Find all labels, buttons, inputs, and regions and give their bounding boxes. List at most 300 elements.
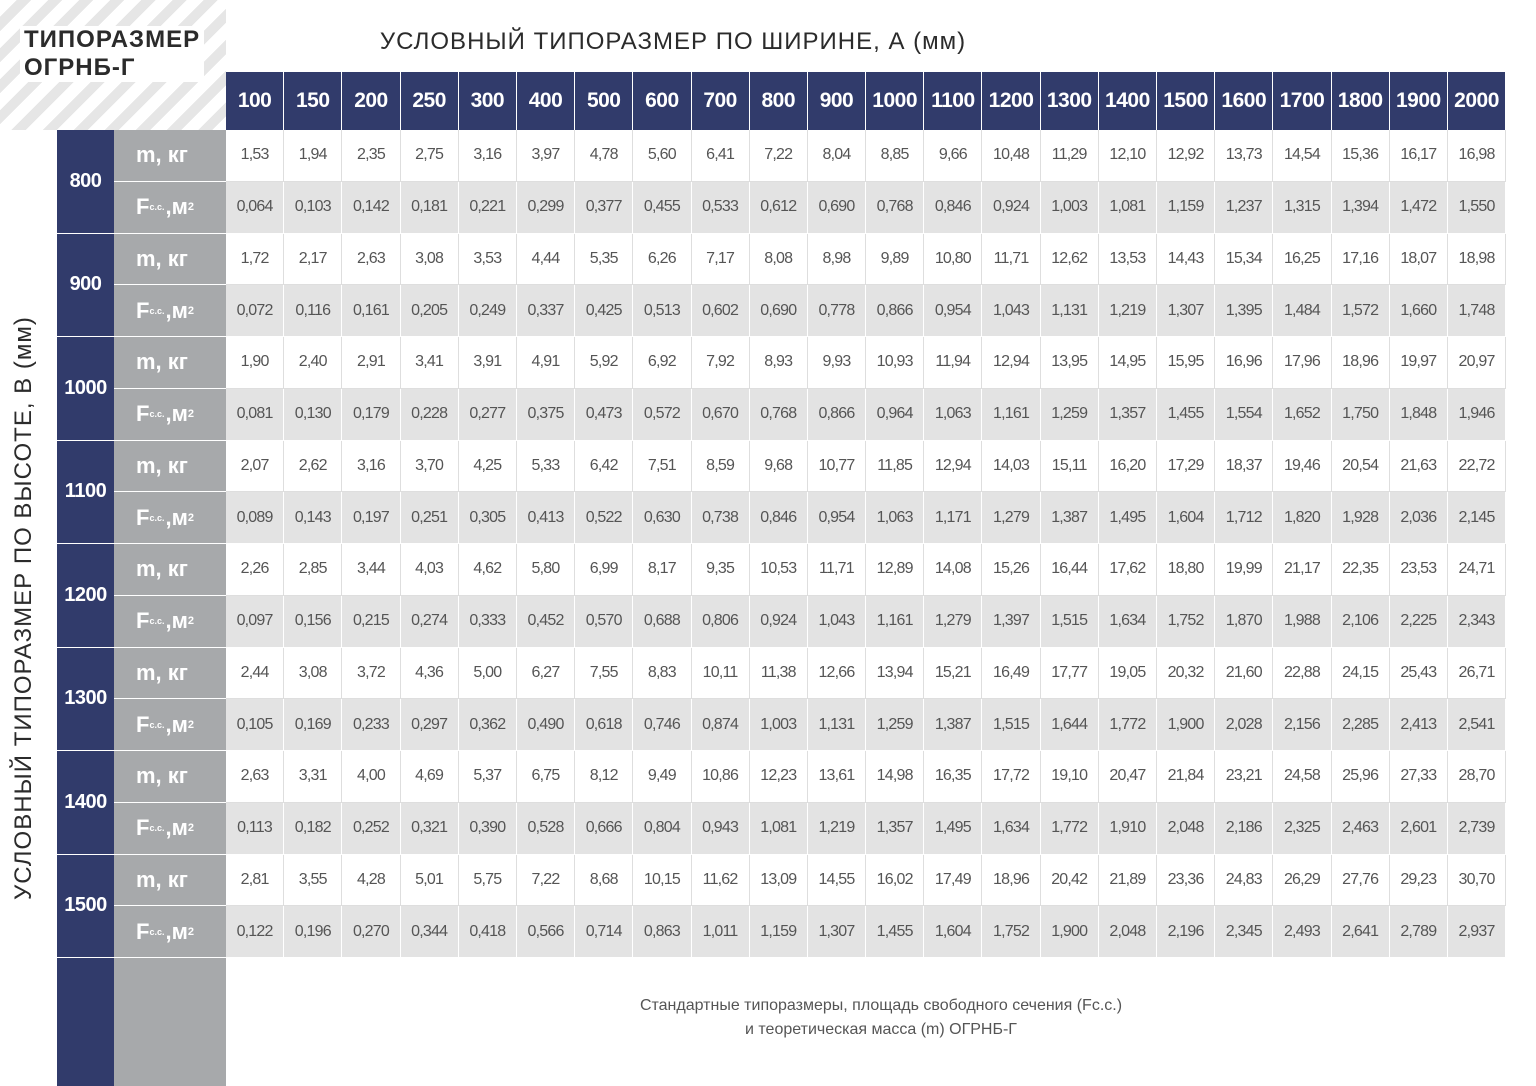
mass-cell: 20,97 <box>1448 337 1506 389</box>
area-cell: 1,572 <box>1332 285 1390 337</box>
area-cell: 1,634 <box>1099 596 1157 648</box>
area-cell: 0,630 <box>633 492 691 544</box>
area-label-unit: ,м <box>165 608 188 634</box>
mass-cell: 17,29 <box>1157 441 1215 493</box>
area-cell: 0,612 <box>750 182 808 234</box>
area-cell: 1,161 <box>866 596 924 648</box>
height-group <box>57 648 1526 752</box>
width-header-cell: 300 <box>459 72 517 130</box>
area-cell: 0,181 <box>401 182 459 234</box>
mass-cell: 4,91 <box>517 337 575 389</box>
area-cell: 1,395 <box>1215 285 1273 337</box>
mass-cell: 26,71 <box>1448 648 1506 700</box>
area-row-label <box>114 182 226 234</box>
mass-cell: 2,63 <box>226 751 284 803</box>
mass-cell: 2,81 <box>226 855 284 907</box>
corner-title-line-2: ОГРНБ-Г <box>24 54 136 81</box>
area-cell: 0,924 <box>982 182 1040 234</box>
area-row <box>114 285 1526 337</box>
width-header-cell: 1000 <box>866 72 924 130</box>
mass-cell: 1,90 <box>226 337 284 389</box>
mass-cell: 9,68 <box>750 441 808 493</box>
width-header-cell: 600 <box>633 72 691 130</box>
area-cell: 0,768 <box>750 389 808 441</box>
mass-cell: 21,63 <box>1390 441 1448 493</box>
mass-cell: 27,33 <box>1390 751 1448 803</box>
area-cell: 1,159 <box>1157 182 1215 234</box>
area-cell: 2,413 <box>1390 699 1448 751</box>
mass-cell: 5,37 <box>459 751 517 803</box>
area-cell: 2,937 <box>1448 906 1506 958</box>
area-label-main: F <box>136 297 150 323</box>
height-value-label: 900 <box>57 234 114 338</box>
area-cell: 0,179 <box>342 389 400 441</box>
area-cell: 0,103 <box>284 182 342 234</box>
area-cell: 0,863 <box>633 906 691 958</box>
area-cell: 0,182 <box>284 803 342 855</box>
area-cell: 2,739 <box>1448 803 1506 855</box>
area-label-sup: 2 <box>187 718 194 731</box>
area-label-unit: ,м <box>165 918 188 944</box>
area-cell: 0,297 <box>401 699 459 751</box>
area-cell: 2,345 <box>1215 906 1273 958</box>
area-cell: 0,130 <box>284 389 342 441</box>
height-value-label: 1100 <box>57 441 114 545</box>
mass-row <box>114 234 1526 286</box>
mass-cell: 14,95 <box>1099 337 1157 389</box>
mass-cell: 18,07 <box>1390 234 1448 286</box>
mass-cell: 25,96 <box>1332 751 1390 803</box>
area-cell: 0,954 <box>808 492 866 544</box>
mass-cell: 6,92 <box>633 337 691 389</box>
area-cell: 2,285 <box>1332 699 1390 751</box>
mass-cell: 21,17 <box>1273 544 1331 596</box>
height-value-label: 1200 <box>57 544 114 648</box>
mass-cell: 7,22 <box>517 855 575 907</box>
mass-cell: 2,91 <box>342 337 400 389</box>
area-label-sup: 2 <box>187 925 194 938</box>
width-header-cell: 1100 <box>924 72 982 130</box>
mass-cell: 23,36 <box>1157 855 1215 907</box>
corner-title <box>20 26 204 82</box>
area-cell: 0,768 <box>866 182 924 234</box>
area-cell: 0,688 <box>633 596 691 648</box>
area-label-sub: с.с. <box>149 926 165 937</box>
mass-cell: 16,02 <box>866 855 924 907</box>
mass-cell: 21,84 <box>1157 751 1215 803</box>
area-label-sup: 2 <box>187 304 194 317</box>
area-row <box>114 182 1526 234</box>
area-cell: 1,495 <box>1099 492 1157 544</box>
mass-cell: 13,95 <box>1041 337 1099 389</box>
area-cell: 1,604 <box>924 906 982 958</box>
area-cell: 1,063 <box>924 389 982 441</box>
height-value-label: 1300 <box>57 648 114 752</box>
mass-cell: 14,98 <box>866 751 924 803</box>
area-cell: 0,251 <box>401 492 459 544</box>
width-header-cell: 1600 <box>1215 72 1273 130</box>
area-cell: 1,712 <box>1215 492 1273 544</box>
area-label-sup: 2 <box>187 822 194 835</box>
area-row-label <box>114 803 226 855</box>
area-cell: 2,196 <box>1157 906 1215 958</box>
mass-cell: 18,96 <box>982 855 1040 907</box>
area-cell: 2,036 <box>1390 492 1448 544</box>
area-row <box>114 699 1526 751</box>
area-cell: 1,307 <box>808 906 866 958</box>
caption-line-2: и теоретическая масса (m) ОГРНБ-Г <box>745 1021 1017 1038</box>
mass-cell: 4,62 <box>459 544 517 596</box>
mass-cell: 18,80 <box>1157 544 1215 596</box>
mass-row-label: m, кг <box>114 441 226 493</box>
area-cell: 1,484 <box>1273 285 1331 337</box>
mass-cell: 16,98 <box>1448 130 1506 182</box>
mass-cell: 5,33 <box>517 441 575 493</box>
mass-row <box>114 130 1526 182</box>
area-cell: 1,644 <box>1041 699 1099 751</box>
area-cell: 0,738 <box>692 492 750 544</box>
mass-cell: 3,97 <box>517 130 575 182</box>
mass-cell: 16,49 <box>982 648 1040 700</box>
area-cell: 0,270 <box>342 906 400 958</box>
mass-cell: 11,62 <box>692 855 750 907</box>
area-cell: 2,048 <box>1157 803 1215 855</box>
mass-cell: 23,21 <box>1215 751 1273 803</box>
mass-cell: 3,08 <box>284 648 342 700</box>
area-cell: 0,846 <box>924 182 982 234</box>
area-cell: 0,806 <box>692 596 750 648</box>
area-label-sub: с.с. <box>149 202 165 213</box>
width-header-cell: 150 <box>284 72 342 130</box>
area-cell: 0,452 <box>517 596 575 648</box>
area-cell: 0,375 <box>517 389 575 441</box>
area-cell: 1,515 <box>1041 596 1099 648</box>
mass-cell: 16,25 <box>1273 234 1331 286</box>
mass-cell: 4,00 <box>342 751 400 803</box>
mass-cell: 3,55 <box>284 855 342 907</box>
area-cell: 0,233 <box>342 699 400 751</box>
area-row-label <box>114 492 226 544</box>
mass-cell: 8,08 <box>750 234 808 286</box>
mass-cell: 2,85 <box>284 544 342 596</box>
mass-cell: 16,96 <box>1215 337 1273 389</box>
width-header-cell: 500 <box>575 72 633 130</box>
area-cell: 2,106 <box>1332 596 1390 648</box>
area-cell: 1,900 <box>1157 699 1215 751</box>
area-cell: 0,570 <box>575 596 633 648</box>
mass-cell: 13,53 <box>1099 234 1157 286</box>
mass-cell: 22,88 <box>1273 648 1331 700</box>
area-row <box>114 389 1526 441</box>
mass-cell: 25,43 <box>1390 648 1448 700</box>
area-cell: 1,772 <box>1099 699 1157 751</box>
mass-cell: 4,03 <box>401 544 459 596</box>
mass-cell: 8,04 <box>808 130 866 182</box>
area-cell: 1,171 <box>924 492 982 544</box>
area-cell: 1,634 <box>982 803 1040 855</box>
mass-cell: 6,42 <box>575 441 633 493</box>
width-header-cell: 250 <box>401 72 459 130</box>
mass-row <box>114 441 1526 493</box>
width-header-cell: 800 <box>750 72 808 130</box>
height-group <box>57 130 1526 234</box>
area-cell: 0,113 <box>226 803 284 855</box>
area-cell: 0,072 <box>226 285 284 337</box>
mass-cell: 10,93 <box>866 337 924 389</box>
area-label-sub: с.с. <box>149 512 165 523</box>
area-cell: 0,197 <box>342 492 400 544</box>
mass-cell: 8,83 <box>633 648 691 700</box>
area-cell: 1,043 <box>982 285 1040 337</box>
mass-cell: 19,97 <box>1390 337 1448 389</box>
area-cell: 0,161 <box>342 285 400 337</box>
mass-cell: 19,10 <box>1041 751 1099 803</box>
mass-cell: 20,42 <box>1041 855 1099 907</box>
mass-cell: 19,05 <box>1099 648 1157 700</box>
mass-row <box>114 751 1526 803</box>
area-cell: 0,097 <box>226 596 284 648</box>
area-cell: 1,279 <box>982 492 1040 544</box>
area-cell: 1,003 <box>750 699 808 751</box>
area-cell: 1,870 <box>1215 596 1273 648</box>
mass-cell: 14,54 <box>1273 130 1331 182</box>
area-cell: 0,337 <box>517 285 575 337</box>
mass-row <box>114 648 1526 700</box>
mass-cell: 11,71 <box>808 544 866 596</box>
area-cell: 2,463 <box>1332 803 1390 855</box>
area-label-unit: ,м <box>165 711 188 737</box>
area-cell: 1,387 <box>1041 492 1099 544</box>
mass-cell: 3,91 <box>459 337 517 389</box>
area-row <box>114 803 1526 855</box>
area-cell: 1,455 <box>1157 389 1215 441</box>
area-label-main: F <box>136 401 150 427</box>
mass-cell: 18,37 <box>1215 441 1273 493</box>
area-cell: 0,169 <box>284 699 342 751</box>
area-cell: 1,752 <box>982 906 1040 958</box>
area-row-label <box>114 285 226 337</box>
area-cell: 0,572 <box>633 389 691 441</box>
mass-cell: 6,99 <box>575 544 633 596</box>
mass-cell: 9,66 <box>924 130 982 182</box>
mass-cell: 17,77 <box>1041 648 1099 700</box>
area-cell: 0,116 <box>284 285 342 337</box>
mass-cell: 8,12 <box>575 751 633 803</box>
area-label-main: F <box>136 608 150 634</box>
area-label-unit: ,м <box>165 297 188 323</box>
mass-cell: 3,72 <box>342 648 400 700</box>
area-cell: 1,357 <box>866 803 924 855</box>
width-header-cell: 900 <box>808 72 866 130</box>
mass-cell: 12,94 <box>982 337 1040 389</box>
mass-cell: 2,17 <box>284 234 342 286</box>
mass-cell: 15,95 <box>1157 337 1215 389</box>
height-group <box>57 337 1526 441</box>
area-cell: 1,279 <box>924 596 982 648</box>
area-label-main: F <box>136 815 150 841</box>
mass-cell: 5,00 <box>459 648 517 700</box>
area-cell: 2,343 <box>1448 596 1506 648</box>
area-cell: 0,064 <box>226 182 284 234</box>
area-label-main: F <box>136 918 150 944</box>
mass-row-label: m, кг <box>114 130 226 182</box>
mass-row-label: m, кг <box>114 648 226 700</box>
area-cell: 1,219 <box>1099 285 1157 337</box>
area-label-unit: ,м <box>165 815 188 841</box>
mass-cell: 24,71 <box>1448 544 1506 596</box>
area-cell: 1,131 <box>1041 285 1099 337</box>
mass-row-label: m, кг <box>114 544 226 596</box>
area-cell: 0,362 <box>459 699 517 751</box>
area-cell: 0,714 <box>575 906 633 958</box>
area-cell: 0,866 <box>808 389 866 441</box>
mass-cell: 4,28 <box>342 855 400 907</box>
mass-cell: 1,72 <box>226 234 284 286</box>
area-cell: 1,550 <box>1448 182 1506 234</box>
width-header-cell: 1700 <box>1273 72 1331 130</box>
mass-cell: 2,26 <box>226 544 284 596</box>
mass-cell: 8,93 <box>750 337 808 389</box>
mass-row <box>114 544 1526 596</box>
area-cell: 0,602 <box>692 285 750 337</box>
mass-cell: 15,36 <box>1332 130 1390 182</box>
mass-cell: 3,53 <box>459 234 517 286</box>
mass-cell: 1,94 <box>284 130 342 182</box>
area-cell: 1,820 <box>1273 492 1331 544</box>
area-cell: 1,159 <box>750 906 808 958</box>
height-value-label: 1400 <box>57 751 114 855</box>
area-cell: 1,472 <box>1390 182 1448 234</box>
mass-cell: 10,15 <box>633 855 691 907</box>
area-cell: 0,156 <box>284 596 342 648</box>
mass-cell: 24,83 <box>1215 855 1273 907</box>
width-header-cell: 1400 <box>1099 72 1157 130</box>
area-cell: 0,943 <box>692 803 750 855</box>
mass-cell: 6,41 <box>692 130 750 182</box>
mass-cell: 5,92 <box>575 337 633 389</box>
mass-cell: 3,16 <box>459 130 517 182</box>
area-cell: 1,259 <box>866 699 924 751</box>
mass-cell: 3,70 <box>401 441 459 493</box>
mass-cell: 7,22 <box>750 130 808 182</box>
area-cell: 1,397 <box>982 596 1040 648</box>
area-label-sup: 2 <box>187 408 194 421</box>
area-label-sup: 2 <box>187 201 194 214</box>
area-cell: 0,196 <box>284 906 342 958</box>
area-cell: 1,900 <box>1041 906 1099 958</box>
area-cell: 2,541 <box>1448 699 1506 751</box>
area-label-main: F <box>136 194 150 220</box>
width-header-cell: 1900 <box>1390 72 1448 130</box>
mass-cell: 13,09 <box>750 855 808 907</box>
area-cell: 2,048 <box>1099 906 1157 958</box>
mass-cell: 20,47 <box>1099 751 1157 803</box>
mass-cell: 3,16 <box>342 441 400 493</box>
area-cell: 0,122 <box>226 906 284 958</box>
height-axis-title: УСЛОВНЫЙ ТИПОРАЗМЕР ПО ВЫСОТЕ, В (мм) <box>10 316 37 900</box>
mass-cell: 8,98 <box>808 234 866 286</box>
area-cell: 2,028 <box>1215 699 1273 751</box>
area-cell: 0,418 <box>459 906 517 958</box>
area-cell: 1,011 <box>692 906 750 958</box>
area-cell: 1,515 <box>982 699 1040 751</box>
mass-cell: 29,23 <box>1390 855 1448 907</box>
area-cell: 2,601 <box>1390 803 1448 855</box>
area-cell: 1,259 <box>1041 389 1099 441</box>
area-label-sub: с.с. <box>149 823 165 834</box>
area-cell: 0,473 <box>575 389 633 441</box>
area-cell: 0,277 <box>459 389 517 441</box>
mass-cell: 14,03 <box>982 441 1040 493</box>
width-header-cell: 2000 <box>1448 72 1506 130</box>
mass-cell: 10,11 <box>692 648 750 700</box>
mass-cell: 8,59 <box>692 441 750 493</box>
area-label-unit: ,м <box>165 504 188 530</box>
area-label-sup: 2 <box>187 615 194 628</box>
mass-cell: 7,51 <box>633 441 691 493</box>
area-cell: 0,221 <box>459 182 517 234</box>
mass-cell: 12,94 <box>924 441 982 493</box>
area-cell: 0,846 <box>750 492 808 544</box>
width-header-cell: 1200 <box>982 72 1040 130</box>
area-label-unit: ,м <box>165 401 188 427</box>
mass-cell: 2,40 <box>284 337 342 389</box>
mass-cell: 8,17 <box>633 544 691 596</box>
mass-row <box>114 855 1526 907</box>
width-header-row <box>226 72 1506 130</box>
area-cell: 2,493 <box>1273 906 1331 958</box>
area-cell: 1,387 <box>924 699 982 751</box>
mass-cell: 2,35 <box>342 130 400 182</box>
mass-cell: 9,35 <box>692 544 750 596</box>
mass-cell: 3,44 <box>342 544 400 596</box>
area-cell: 1,081 <box>750 803 808 855</box>
height-group <box>57 751 1526 855</box>
area-cell: 0,390 <box>459 803 517 855</box>
area-cell: 0,321 <box>401 803 459 855</box>
height-group <box>57 544 1526 648</box>
mass-cell: 6,75 <box>517 751 575 803</box>
area-cell: 0,344 <box>401 906 459 958</box>
mass-cell: 15,11 <box>1041 441 1099 493</box>
mass-cell: 12,89 <box>866 544 924 596</box>
mass-cell: 22,35 <box>1332 544 1390 596</box>
area-cell: 1,237 <box>1215 182 1273 234</box>
mass-cell: 21,89 <box>1099 855 1157 907</box>
mass-row-label: m, кг <box>114 855 226 907</box>
corner-logo-box <box>0 0 226 130</box>
area-cell: 1,910 <box>1099 803 1157 855</box>
area-cell: 0,866 <box>866 285 924 337</box>
mass-cell: 20,54 <box>1332 441 1390 493</box>
mass-cell: 11,85 <box>866 441 924 493</box>
mass-row-label: m, кг <box>114 234 226 286</box>
mass-cell: 24,58 <box>1273 751 1331 803</box>
mass-cell: 15,26 <box>982 544 1040 596</box>
mass-cell: 1,53 <box>226 130 284 182</box>
width-header-cell: 1800 <box>1332 72 1390 130</box>
mass-cell: 11,38 <box>750 648 808 700</box>
mass-cell: 6,27 <box>517 648 575 700</box>
mass-cell: 15,21 <box>924 648 982 700</box>
area-label-sub: с.с. <box>149 616 165 627</box>
height-value-label: 1500 <box>57 855 114 959</box>
mass-cell: 17,62 <box>1099 544 1157 596</box>
area-cell: 1,219 <box>808 803 866 855</box>
mass-cell: 26,29 <box>1273 855 1331 907</box>
area-cell: 0,081 <box>226 389 284 441</box>
area-cell: 0,513 <box>633 285 691 337</box>
